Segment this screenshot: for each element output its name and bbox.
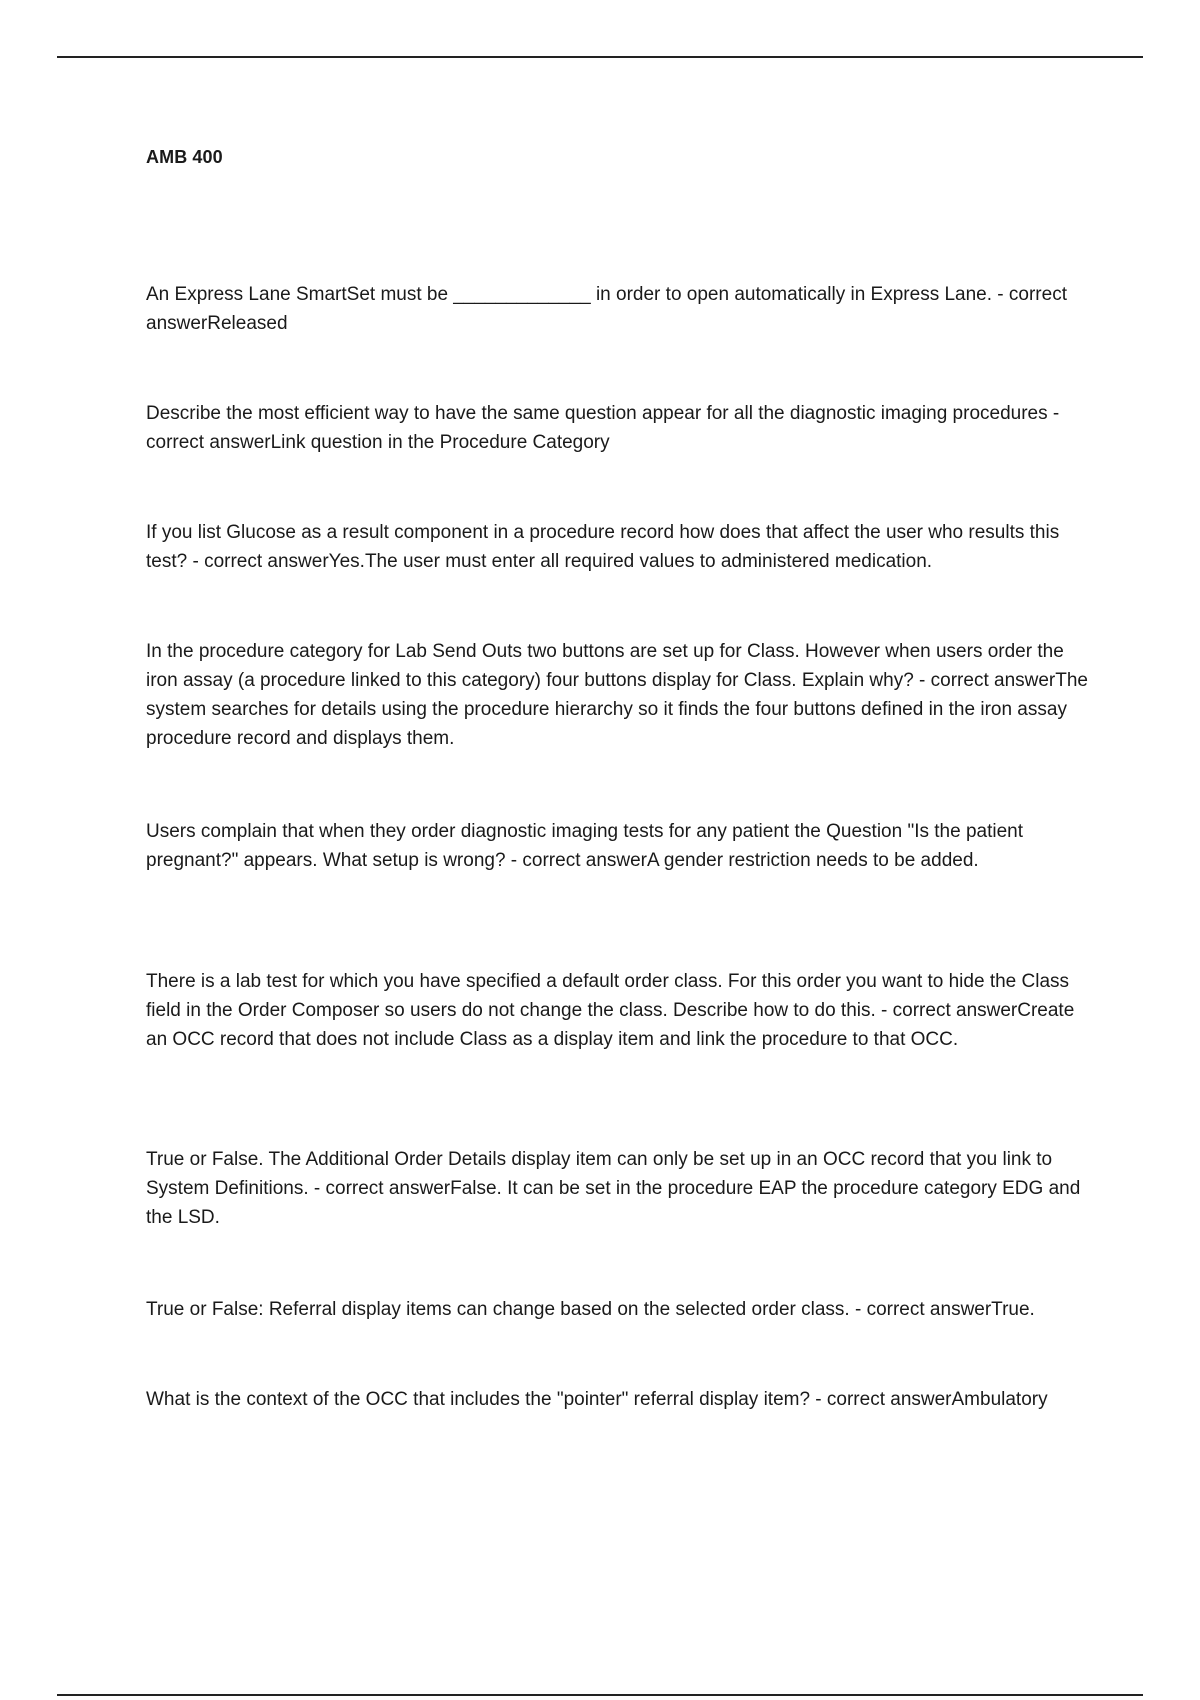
qa-item-5: Users complain that when they order diagnostic imaging tests for any patient the Question "Is the patient pregnant?" appears. What setup is wrong? - correct answerA gender restriction needs to be added.	[146, 821, 1024, 871]
top-divider	[57, 56, 1143, 58]
document-title: AMB 400	[146, 147, 223, 167]
bottom-divider	[57, 1694, 1143, 1696]
qa-item-3: If you list Glucose as a result component in a procedure record how does that affect the user who results this test? - correct answerYes.The user must enter all required values to administered medication.	[146, 522, 1060, 572]
qa-item-9: What is the context of the OCC that includes the "pointer" referral display item? - correct answerAmbulatory	[146, 1389, 1048, 1410]
qa-item-4: In the procedure category for Lab Send Outs two buttons are set up for Class. However when users order the iron assay (a procedure linked to this category) four buttons display for Class. Explain why? - correct answerThe system searches for details using the procedure hierarchy so it finds the four buttons defined in the iron assay procedure record and displays them.	[146, 641, 1088, 749]
qa-item-7: True or False. The Additional Order Details display item can only be set up in an OCC record that you link to System Definitions. - correct answerFalse. It can be set in the procedure EAP the procedure category EDG and the LSD.	[146, 1149, 1081, 1228]
qa-item-8: True or False: Referral display items can change based on the selected order class. - correct answerTrue.	[146, 1299, 1035, 1320]
qa-item-1: An Express Lane SmartSet must be _____________ in order to open automatically in Express Lane. - correct answerReleased	[146, 284, 1067, 334]
qa-item-2: Describe the most efficient way to have the same question appear for all the diagnostic imaging procedures - correct answerLink question in the Procedure Category	[146, 403, 1060, 453]
qa-item-6: There is a lab test for which you have specified a default order class. For this order you want to hide the Class field in the Order Composer so users do not change the class. Describe how to do this. - correct answerCreate an OCC record that does not include Class as a display item and link the procedure to that OCC.	[146, 971, 1075, 1050]
